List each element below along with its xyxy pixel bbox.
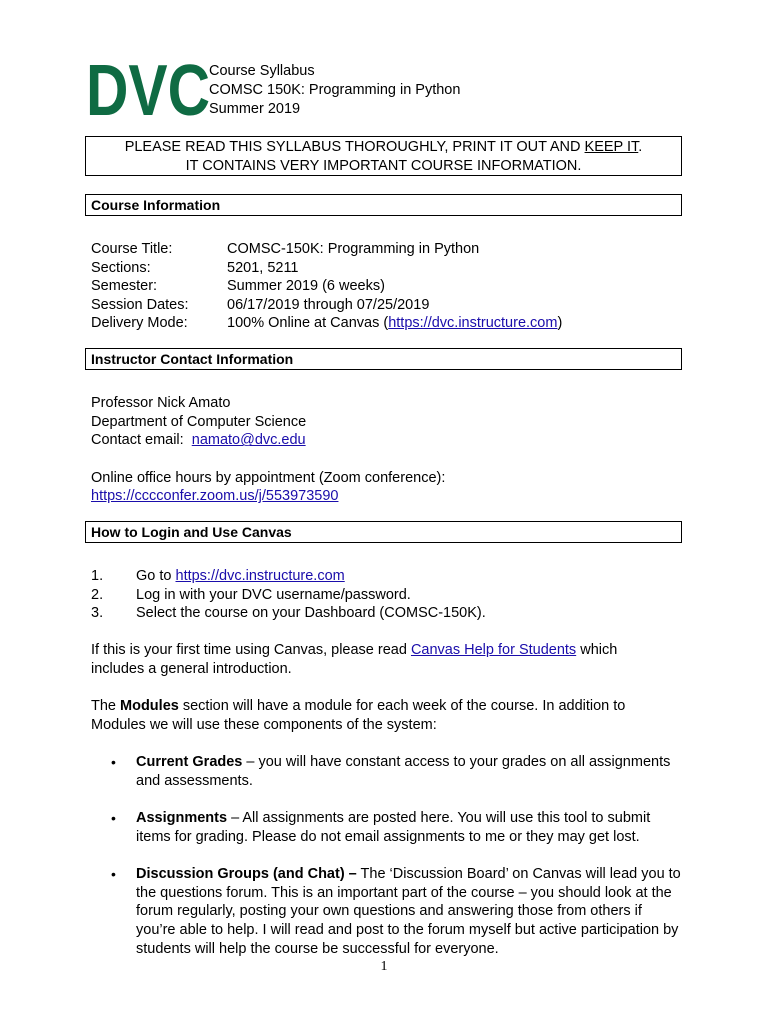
components-list bbox=[111, 753, 686, 977]
step-item bbox=[91, 604, 681, 623]
important-notice bbox=[85, 136, 682, 176]
bullet-glyph: • bbox=[111, 754, 116, 770]
notice-keep-it: KEEP IT bbox=[584, 139, 639, 155]
first-time-text-post: which bbox=[576, 642, 618, 658]
instructor-email-line bbox=[91, 431, 681, 450]
modules-pre: The bbox=[91, 698, 121, 714]
notice-line-1 bbox=[86, 138, 681, 157]
delivery-close-paren: ) bbox=[557, 315, 563, 332]
step-item bbox=[91, 586, 681, 605]
info-row-semester bbox=[91, 277, 562, 296]
info-label: Session Dates: bbox=[91, 296, 189, 313]
modules-line-2: Modules we will use these components of the system: bbox=[91, 716, 437, 733]
bullet-body: – All assignments are posted here. You will use this tool to submit items for grading. Please do not email assignments to me or they may get lost. bbox=[136, 810, 651, 845]
course-info-table bbox=[91, 240, 562, 333]
info-value bbox=[227, 314, 562, 333]
bullet-text bbox=[136, 753, 681, 790]
info-value: 06/17/2019 through 07/25/2019 bbox=[227, 296, 430, 313]
dvc-logo bbox=[86, 57, 210, 123]
doc-type: Course Syllabus bbox=[209, 63, 315, 79]
first-time-text: If this is your first time using Canvas, please read bbox=[91, 642, 411, 658]
modules-bold: Modules bbox=[120, 698, 179, 714]
steps-list bbox=[91, 567, 681, 623]
email-link[interactable]: namato@dvc.edu bbox=[191, 432, 306, 449]
step-number: 2. bbox=[91, 586, 104, 603]
office-hours: Online office hours by appointment (Zoom conference): bbox=[91, 469, 446, 486]
info-value: 5201, 5211 bbox=[227, 259, 299, 276]
bullet-assignments bbox=[111, 809, 686, 846]
step-item bbox=[91, 567, 681, 586]
section-instructor-contact: Instructor Contact Information bbox=[85, 348, 682, 370]
info-label: Sections: bbox=[91, 259, 151, 276]
zoom-link[interactable]: https://cccconfer.zoom.us/j/553973590 bbox=[91, 488, 339, 505]
notice-line-2: IT CONTAINS VERY IMPORTANT COURSE INFORMATION. bbox=[185, 157, 582, 174]
logo-text: DVC bbox=[86, 57, 210, 123]
section-canvas-login: How to Login and Use Canvas bbox=[85, 521, 682, 543]
info-value: Summer 2019 (6 weeks) bbox=[227, 278, 385, 295]
step-pre: Go to bbox=[136, 568, 176, 584]
modules-paragraph bbox=[91, 697, 681, 734]
info-row-sections bbox=[91, 259, 562, 278]
instructor-block bbox=[91, 394, 681, 506]
canvas-help-link[interactable]: Canvas Help for Students bbox=[410, 642, 577, 658]
info-value: COMSC-150K: Programming in Python bbox=[227, 241, 480, 257]
first-time-line-2: includes a general introduction. bbox=[91, 660, 292, 677]
bullet-title: Current Grades bbox=[136, 754, 243, 770]
bullet-title: Discussion Groups (and Chat) – bbox=[136, 866, 357, 882]
canvas-steps bbox=[91, 567, 681, 623]
info-label: Course Title: bbox=[91, 241, 173, 257]
delivery-text: 100% Online at Canvas ( bbox=[227, 315, 389, 332]
notice-period: . bbox=[638, 139, 643, 155]
info-row-delivery bbox=[91, 314, 562, 333]
bullet-glyph: • bbox=[111, 810, 116, 826]
step-text bbox=[136, 567, 345, 586]
course-name: COMSC 150K: Programming in Python bbox=[209, 81, 461, 98]
bullet-text bbox=[136, 809, 681, 846]
step-number: 3. bbox=[91, 605, 104, 622]
document-header bbox=[209, 62, 460, 118]
section-course-information: Course Information bbox=[85, 194, 682, 216]
bullet-glyph: • bbox=[111, 866, 116, 882]
canvas-link[interactable]: https://dvc.instructure.com bbox=[388, 315, 558, 332]
instructor-dept: Department of Computer Science bbox=[91, 413, 307, 430]
info-label: Semester: bbox=[91, 278, 158, 295]
step-text: Log in with your DVC username/password. bbox=[136, 586, 411, 603]
step-text: Select the course on your Dashboard (COMSC-150K). bbox=[136, 605, 486, 622]
info-label: Delivery Mode: bbox=[91, 315, 188, 332]
email-label: Contact email: bbox=[91, 432, 184, 449]
notice-text: PLEASE READ THIS SYLLABUS THOROUGHLY, PRINT IT OUT AND bbox=[124, 139, 585, 155]
bullet-body: The ‘Discussion Board’ on Canvas will lead you to the questions forum. This is an important part of the course – you should look at the forum regularly, posting your own questions and answering those from others if you’re able to help. I will read and post to the forum myself but active participation by students will help the course be successful for everyone. bbox=[136, 866, 681, 957]
bullet-title: Assignments bbox=[136, 810, 228, 826]
first-time-paragraph bbox=[91, 641, 681, 678]
bullet-text bbox=[136, 865, 681, 959]
bullet-discussion-groups bbox=[111, 865, 686, 959]
spacer bbox=[91, 450, 681, 469]
info-row-title bbox=[91, 240, 562, 259]
step-number: 1. bbox=[91, 568, 104, 584]
bullet-body: – you will have constant access to your grades on all assignments and assessments. bbox=[136, 754, 671, 789]
bullet-current-grades bbox=[111, 753, 686, 790]
instructor-name: Professor Nick Amato bbox=[91, 395, 231, 411]
page-number: 1 bbox=[380, 959, 388, 974]
modules-post: section will have a module for each week of the course. In addition to bbox=[178, 698, 626, 714]
canvas-login-link[interactable]: https://dvc.instructure.com bbox=[175, 568, 345, 584]
term: Summer 2019 bbox=[209, 100, 301, 117]
info-row-dates bbox=[91, 296, 562, 315]
